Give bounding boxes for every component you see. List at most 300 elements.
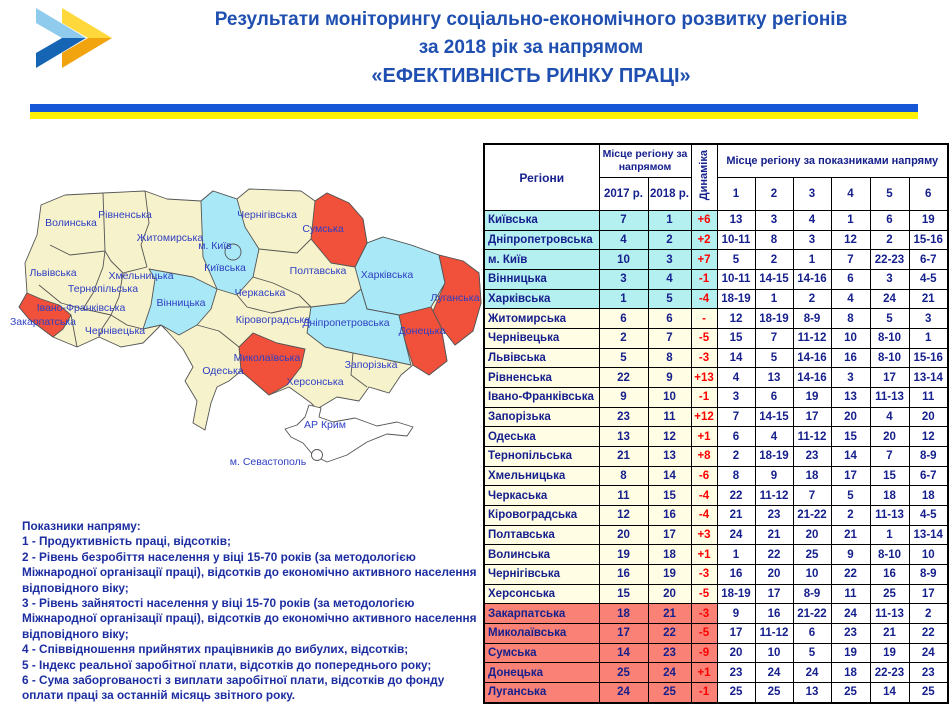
map-label-ternopilska: Тернопільська [67, 283, 139, 295]
indicator-cell: 20 [755, 565, 793, 585]
indicator-cell: 11-12 [793, 329, 831, 349]
note-line: 1 - Продуктивність праці, відсотків; [22, 534, 231, 549]
table-row [484, 663, 948, 683]
indicator-cell: 3 [909, 309, 948, 329]
indicator-cell: 20 [717, 643, 755, 663]
indicator-cell: 10 [831, 329, 870, 349]
ranking-table [483, 143, 949, 704]
region-name-cell: Полтавська [484, 525, 599, 545]
region-name-cell: Чернігівська [484, 565, 599, 585]
indicator-cell: 6-7 [909, 466, 948, 486]
indicator-cell: 8 [717, 466, 755, 486]
dynamics-cell: -1 [691, 270, 717, 290]
table-row [484, 466, 948, 486]
dynamics-cell: -3 [691, 604, 717, 624]
indicator-cell: 8-9 [793, 309, 831, 329]
indicator-cell: 13-14 [909, 525, 948, 545]
indicator-cell: 19 [793, 388, 831, 408]
col-header-ind-6: 6 [909, 178, 948, 211]
table-row [484, 388, 948, 408]
dynamics-cell: -4 [691, 289, 717, 309]
place-2017-cell: 20 [599, 525, 648, 545]
region-name-cell: Одеська [484, 427, 599, 447]
indicator-cell: 3 [717, 388, 755, 408]
indicator-cell: 20 [909, 407, 948, 427]
indicator-cell: 1 [793, 250, 831, 270]
indicator-cell: 18 [831, 663, 870, 683]
dynamics-cell: +13 [691, 368, 717, 388]
indicator-cell: 18-19 [717, 584, 755, 604]
indicator-cell: 3 [870, 270, 909, 290]
indicator-cell: 11-12 [755, 624, 793, 644]
indicator-cell: 23 [909, 663, 948, 683]
flag-divider [30, 104, 918, 119]
table-row [484, 506, 948, 526]
indicator-cell: 13 [755, 368, 793, 388]
indicator-cell: 25 [717, 683, 755, 703]
indicator-cell: 3 [831, 368, 870, 388]
indicator-cell: 4 [755, 427, 793, 447]
indicator-cell: 20 [793, 525, 831, 545]
ukraine-map [9, 135, 483, 517]
map-label-lvivska: Львівська [29, 267, 77, 279]
place-2018-cell: 12 [648, 427, 691, 447]
dynamics-cell: +1 [691, 427, 717, 447]
place-2017-cell: 12 [599, 506, 648, 526]
table-row [484, 683, 948, 703]
indicator-cell: 18-19 [755, 309, 793, 329]
indicator-cell: 11 [831, 584, 870, 604]
indicator-cell: 1 [717, 545, 755, 565]
indicator-cell: 25 [793, 545, 831, 565]
logo [26, 2, 124, 72]
indicator-cell: 7 [793, 486, 831, 506]
indicator-cell: 4 [831, 289, 870, 309]
dynamics-cell: +8 [691, 447, 717, 467]
indicator-cell: 11-12 [755, 486, 793, 506]
indicator-cell: 4-5 [909, 270, 948, 290]
indicator-cell: 21 [831, 525, 870, 545]
indicator-cell: 21-22 [793, 604, 831, 624]
dynamics-cell: +2 [691, 230, 717, 250]
indicator-cell: 1 [831, 211, 870, 231]
col-header-dynamics [691, 144, 717, 211]
place-2018-cell: 5 [648, 289, 691, 309]
indicator-cell: 18-19 [717, 289, 755, 309]
indicator-cell: 22 [831, 565, 870, 585]
map-label-mykolaivska: Миколаївська [233, 352, 301, 364]
place-2018-cell: 19 [648, 565, 691, 585]
table-row [484, 604, 948, 624]
indicator-cell: 10-11 [717, 230, 755, 250]
indicator-cell: 22 [717, 486, 755, 506]
note-line: 4 - Співвідношення прийнятих працівників до вибулих, відсотків; [22, 642, 409, 657]
table-row [484, 643, 948, 663]
place-2018-cell: 6 [648, 309, 691, 329]
place-2018-cell: 1 [648, 211, 691, 231]
indicator-cell: 14-16 [793, 270, 831, 290]
col-header-ind-5: 5 [870, 178, 909, 211]
table-row [484, 211, 948, 231]
place-2018-cell: 25 [648, 683, 691, 703]
place-2017-cell: 21 [599, 447, 648, 467]
indicator-cell: 4 [793, 211, 831, 231]
dynamics-cell: -1 [691, 388, 717, 408]
dynamics-cell: +12 [691, 407, 717, 427]
map-label-cherkaska: Черкаська [234, 287, 286, 299]
dynamics-cell: -4 [691, 486, 717, 506]
dynamics-cell: +7 [691, 250, 717, 270]
place-2017-cell: 24 [599, 683, 648, 703]
indicator-cell: 24 [793, 663, 831, 683]
map-label-chernivetska: Чернівецька [84, 325, 146, 337]
indicator-cell: 20 [870, 427, 909, 447]
map-label-kyivska: Київська [204, 262, 246, 274]
indicator-cell: 18-19 [755, 447, 793, 467]
indicator-cell: 6-7 [909, 250, 948, 270]
col-header-regions: Регіони [484, 144, 599, 211]
indicator-cell: 9 [717, 604, 755, 624]
indicator-cell: 16 [831, 348, 870, 368]
indicator-cell: 24 [755, 663, 793, 683]
indicator-cell: 19 [909, 211, 948, 231]
region-name-cell: м. Київ [484, 250, 599, 270]
chevrons-logo-icon [26, 2, 124, 72]
indicator-cell: 4 [870, 407, 909, 427]
indicator-cell: 14 [717, 348, 755, 368]
region-name-cell: Харківська [484, 289, 599, 309]
place-2017-cell: 4 [599, 230, 648, 250]
dynamics-cell: -6 [691, 466, 717, 486]
place-2018-cell: 14 [648, 466, 691, 486]
region-name-cell: Луганська [484, 683, 599, 703]
table-row [484, 348, 948, 368]
indicator-cell: 22 [909, 624, 948, 644]
flag-yellow-stripe [30, 112, 918, 119]
place-2017-cell: 16 [599, 565, 648, 585]
indicator-cell: 21 [717, 506, 755, 526]
indicator-cell: 18 [909, 486, 948, 506]
indicator-cell: 14-15 [755, 407, 793, 427]
place-2018-cell: 17 [648, 525, 691, 545]
indicator-cell: 8-10 [870, 329, 909, 349]
note-line: 6 - Сума заборгованості з виплати заробітної плати, відсотків до фонду оплати праці за останній місяць звітного року. [22, 673, 445, 703]
indicator-cell: 16 [755, 604, 793, 624]
region-name-cell: Миколаївська [484, 624, 599, 644]
map-label-donetska: Донецька [398, 325, 446, 337]
map-label-rivnenska: Рівненська [98, 209, 152, 221]
note-line: 5 - Індекс реальної заробітної плати, відсотків до попереднього року; [22, 657, 432, 672]
indicator-cell: 8-9 [909, 565, 948, 585]
indicator-cell: 8-9 [909, 447, 948, 467]
dynamics-cell: -5 [691, 624, 717, 644]
place-2017-cell: 18 [599, 604, 648, 624]
indicator-cell: 22-23 [870, 663, 909, 683]
place-2018-cell: 21 [648, 604, 691, 624]
indicator-cell: 24 [717, 525, 755, 545]
indicator-cell: 24 [909, 643, 948, 663]
place-2017-cell: 1 [599, 289, 648, 309]
title-line-2: за 2018 рік за напрямом [418, 37, 644, 58]
indicator-cell: 10-11 [717, 270, 755, 290]
place-2018-cell: 2 [648, 230, 691, 250]
map-region-crimea [285, 405, 413, 462]
indicator-cell: 21 [909, 289, 948, 309]
indicator-cell: 7 [870, 447, 909, 467]
map-label-poltavska: Полтавська [289, 265, 347, 277]
table-row [484, 525, 948, 545]
dynamics-cell: -1 [691, 683, 717, 703]
indicator-cell: 4-5 [909, 506, 948, 526]
notes-title: Показники напряму: [22, 519, 141, 533]
indicator-cell: 20 [831, 407, 870, 427]
map-label-volynska: Волинська [45, 217, 97, 229]
dynamics-cell: -5 [691, 329, 717, 349]
map-label-kharkivska: Харківська [360, 269, 414, 281]
note-line: 2 - Рівень безробіття населення у віці 15-70 років (за методологією Міжнародної організації праці), відсотків до економічно активного населення відповідного віку; [22, 549, 477, 595]
place-2017-cell: 22 [599, 368, 648, 388]
place-2018-cell: 9 [648, 368, 691, 388]
indicator-cell: 24 [870, 289, 909, 309]
indicator-cell: 8-9 [793, 584, 831, 604]
map-label-ivano-frankivska: Івано-Франківська [36, 302, 126, 314]
region-name-cell: Житомирська [484, 309, 599, 329]
indicator-cell: 22-23 [870, 250, 909, 270]
indicator-cell: 8 [831, 309, 870, 329]
indicator-cell: 3 [755, 211, 793, 231]
indicator-cell: 23 [831, 624, 870, 644]
map-label-dnipropetrovska: Дніпропетровська [302, 317, 390, 329]
indicator-cell: 7 [831, 250, 870, 270]
indicator-cell: 17 [831, 466, 870, 486]
table-row [484, 329, 948, 349]
indicator-cell: 21-22 [793, 506, 831, 526]
table-row [484, 270, 948, 290]
indicator-cell: 1 [909, 329, 948, 349]
place-2017-cell: 11 [599, 486, 648, 506]
region-name-cell: Чернівецька [484, 329, 599, 349]
map-label-khersonska: Херсонська [286, 376, 344, 388]
indicator-cell: 3 [793, 230, 831, 250]
place-2017-cell: 13 [599, 427, 648, 447]
indicator-notes [22, 519, 478, 704]
region-name-cell: Хмельницька [484, 466, 599, 486]
table-row [484, 250, 948, 270]
place-2018-cell: 18 [648, 545, 691, 565]
indicator-cell: 14 [831, 447, 870, 467]
indicator-cell: 8-10 [870, 545, 909, 565]
place-2017-cell: 2 [599, 329, 648, 349]
indicator-cell: 6 [870, 211, 909, 231]
indicator-cell: 24 [831, 604, 870, 624]
dynamics-cell: -3 [691, 565, 717, 585]
indicator-cell: 2 [870, 230, 909, 250]
indicator-cell: 11-13 [870, 388, 909, 408]
indicator-cell: 11-13 [870, 604, 909, 624]
region-name-cell: Донецька [484, 663, 599, 683]
region-name-cell: Запорізька [484, 407, 599, 427]
place-2018-cell: 4 [648, 270, 691, 290]
indicator-cell: 23 [755, 506, 793, 526]
dynamics-cell: +1 [691, 663, 717, 683]
indicator-cell: 18 [793, 466, 831, 486]
col-header-ind-3: 3 [793, 178, 831, 211]
dynamics-cell: +1 [691, 545, 717, 565]
table-row [484, 565, 948, 585]
place-2018-cell: 11 [648, 407, 691, 427]
indicator-cell: 5 [831, 486, 870, 506]
map-label-kyiv-city: м. Київ [198, 240, 232, 252]
place-2017-cell: 14 [599, 643, 648, 663]
note-line: 3 - Рівень зайнятості населення у віці 15-70 років (за методологією Міжнародної організації праці), відсотків до економічно активного населення відповідного віку; [22, 596, 477, 641]
indicator-cell: 17 [755, 584, 793, 604]
indicator-cell: 13-14 [909, 368, 948, 388]
indicator-cell: 2 [831, 506, 870, 526]
region-name-cell: Закарпатська [484, 604, 599, 624]
indicator-cell: 17 [870, 368, 909, 388]
place-2017-cell: 8 [599, 466, 648, 486]
indicator-cell: 6 [717, 427, 755, 447]
indicator-cell: 10 [793, 565, 831, 585]
dynamics-cell: -5 [691, 584, 717, 604]
indicator-cell: 16 [717, 565, 755, 585]
table-row [484, 368, 948, 388]
indicator-cell: 9 [755, 466, 793, 486]
place-2018-cell: 15 [648, 486, 691, 506]
map-label-odeska: Одеська [202, 365, 244, 377]
indicator-cell: 19 [831, 643, 870, 663]
map-label-chernihivska: Чернігівська [237, 209, 297, 221]
indicator-cell: 25 [831, 683, 870, 703]
place-2018-cell: 10 [648, 388, 691, 408]
indicator-cell: 13 [831, 388, 870, 408]
indicator-cell: 7 [755, 329, 793, 349]
indicator-cell: 19 [870, 643, 909, 663]
place-2018-cell: 7 [648, 329, 691, 349]
indicator-cell: 18 [870, 486, 909, 506]
table-row [484, 584, 948, 604]
place-2018-cell: 22 [648, 624, 691, 644]
indicator-cell: 17 [717, 624, 755, 644]
indicator-cell: 15 [717, 329, 755, 349]
place-2018-cell: 24 [648, 663, 691, 683]
map-label-khmelnytska: Хмельницька [108, 270, 174, 282]
indicator-cell: 5 [755, 348, 793, 368]
flag-blue-stripe [30, 104, 918, 112]
place-2017-cell: 19 [599, 545, 648, 565]
place-2018-cell: 3 [648, 250, 691, 270]
region-name-cell: Сумська [484, 643, 599, 663]
indicator-cell: 11-12 [793, 427, 831, 447]
title-line-3: «ЕФЕКТИВНІСТЬ РИНКУ ПРАЦІ» [371, 65, 691, 87]
place-2017-cell: 9 [599, 388, 648, 408]
indicator-cell: 25 [755, 683, 793, 703]
map-label-luhanska: Луганська [430, 292, 480, 304]
indicator-cell: 12 [717, 309, 755, 329]
region-name-cell: Івано-Франківська [484, 388, 599, 408]
place-2018-cell: 8 [648, 348, 691, 368]
page-title [118, 6, 944, 91]
indicator-cell: 8 [755, 230, 793, 250]
map-label-sumska: Сумська [302, 223, 344, 235]
indicator-cell: 2 [717, 447, 755, 467]
indicator-cell: 22 [755, 545, 793, 565]
region-name-cell: Київська [484, 211, 599, 231]
table-row [484, 407, 948, 427]
table-row [484, 427, 948, 447]
map-label-vinnytska: Вінницька [156, 297, 206, 309]
region-name-cell: Дніпропетровська [484, 230, 599, 250]
indicator-cell: 4 [717, 368, 755, 388]
place-2018-cell: 23 [648, 643, 691, 663]
indicator-cell: 1 [870, 525, 909, 545]
indicator-cell: 17 [909, 584, 948, 604]
map-label-crimea: АР Крим [304, 419, 346, 431]
place-2017-cell: 17 [599, 624, 648, 644]
table-row [484, 624, 948, 644]
dynamics-cell: - [691, 309, 717, 329]
region-name-cell: Волинська [484, 545, 599, 565]
indicator-cell: 15-16 [909, 230, 948, 250]
col-header-2017: 2017 р. [599, 178, 648, 211]
region-name-cell: Кіровоградська [484, 506, 599, 526]
indicator-cell: 11 [909, 388, 948, 408]
place-2018-cell: 16 [648, 506, 691, 526]
region-name-cell: Вінницька [484, 270, 599, 290]
indicator-cell: 21 [870, 624, 909, 644]
indicator-cell: 25 [909, 683, 948, 703]
indicator-cell: 2 [793, 289, 831, 309]
col-header-2018: 2018 р. [648, 178, 691, 211]
indicator-cell: 13 [717, 211, 755, 231]
dynamics-cell: -3 [691, 348, 717, 368]
place-2017-cell: 15 [599, 584, 648, 604]
dynamics-cell: -9 [691, 643, 717, 663]
indicator-cell: 14-16 [793, 348, 831, 368]
indicator-cell: 12 [909, 427, 948, 447]
place-2017-cell: 7 [599, 211, 648, 231]
place-2018-cell: 13 [648, 447, 691, 467]
indicator-cell: 11-13 [870, 506, 909, 526]
place-2017-cell: 25 [599, 663, 648, 683]
indicator-cell: 23 [793, 447, 831, 467]
table-row [484, 230, 948, 250]
indicator-cell: 5 [870, 309, 909, 329]
indicator-cell: 14-15 [755, 270, 793, 290]
map-label-zaporizka: Запорізька [344, 359, 398, 371]
region-name-cell: Черкаська [484, 486, 599, 506]
indicator-cell: 14 [870, 683, 909, 703]
dynamics-vertical-label: Динаміка [698, 149, 710, 201]
indicator-cell: 17 [793, 407, 831, 427]
table-row [484, 447, 948, 467]
indicator-cell: 23 [717, 663, 755, 683]
map-label-sevastopol: м. Севастополь [229, 456, 307, 468]
region-name-cell: Рівненська [484, 368, 599, 388]
col-header-ind-2: 2 [755, 178, 793, 211]
notes-list [22, 534, 478, 703]
place-2017-cell: 10 [599, 250, 648, 270]
col-header-indicators-group: Місце регіону за показниками напряму [717, 144, 948, 178]
map-label-zhytomyrska: Житомирська [136, 232, 204, 244]
dynamics-cell: +6 [691, 211, 717, 231]
table-body [484, 211, 948, 703]
indicator-cell: 5 [717, 250, 755, 270]
place-2017-cell: 6 [599, 309, 648, 329]
indicator-cell: 10 [909, 545, 948, 565]
indicator-cell: 16 [870, 565, 909, 585]
indicator-cell: 10 [755, 643, 793, 663]
